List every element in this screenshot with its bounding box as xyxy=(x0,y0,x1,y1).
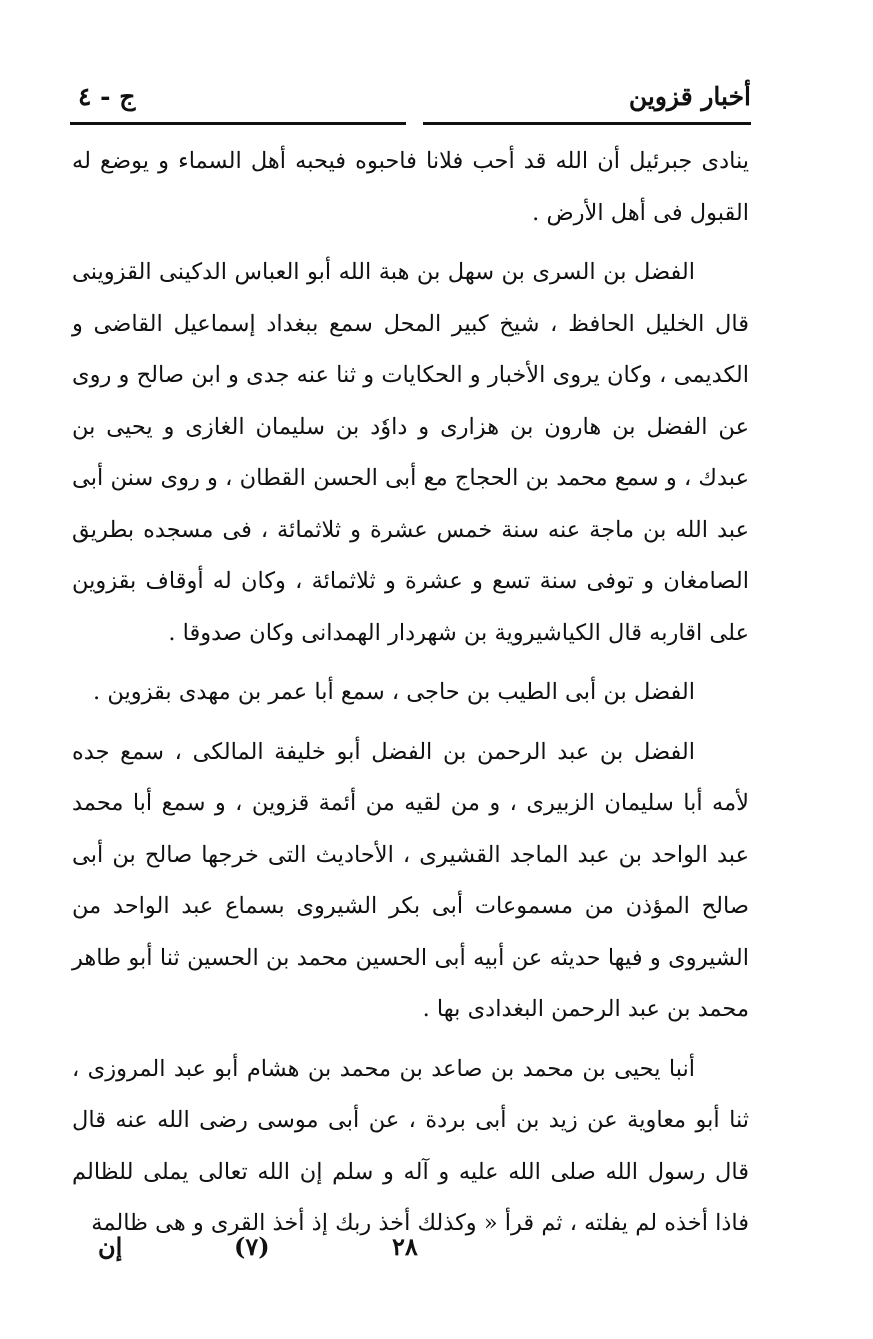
header-rule-left xyxy=(70,122,406,125)
header-title: أخبار قزوين xyxy=(628,82,751,111)
plate-number: (٧) xyxy=(234,1232,270,1261)
header-rule-right xyxy=(423,122,751,125)
page-footer xyxy=(70,1232,749,1268)
page-number: ٢٨ xyxy=(392,1232,418,1261)
header-volume: ج - ٤ xyxy=(78,82,136,111)
catchword: إن xyxy=(98,1232,123,1261)
body-text xyxy=(72,136,749,1258)
paragraph-continuation: ينادى جبرئيل أن الله قد أحب فلانا فاحبوه فيحبه أهل السماء و يوضع له القبول فى أهل الأرض . xyxy=(72,148,749,226)
paragraph-entry-fadl-ibn-abi-al-tayyib: الفضل بن أبى الطيب بن حاجى ، سمع أبا عمر بن مهدى بقزوين . xyxy=(93,679,695,705)
paragraph-entry-fadl-ibn-al-sari: الفضل بن السرى بن سهل بن هبة الله أبو العباس الدكينى القزوينى قال الخليل الحافظ ، شيخ كبير المحل سمع ببغداد إسماعيل القاضى و الكديمى ، وكان يروى الأخبار و الحكايات و ثنا عنه جدى و ابن صالح و روى عن الفضل بن هارون بن هزارى و داوٗد بن سليمان الغازى و يحيى بن عبدك ، و سمع محمد بن الحجاج مع أبى الحسن القطان ، و روى سنن أبى عبد الله بن ماجة عنه سنة خمس عشرة و ثلاثمائة ، فى مسجده بطريق الصامغان و توفى سنة تسع و عشرة و ثلاثمائة ، وكان له أوقاف بقزوين على اقاربه قال الكياشيروية بن شهردار الهمدانى وكان صدوقا . xyxy=(72,259,749,646)
running-header xyxy=(70,78,751,122)
paragraph-hadith: أنبا يحيى بن محمد بن صاعد بن محمد بن هشام أبو عبد المروزى ، ثنا أبو معاوية عن زيد بن أبى بردة ، عن أبى موسى رضى الله عنه قال قال رسول الله صلى الله عليه و آله و سلم إن الله تعالى يملى للظالم فاذا أخذه لم يفلته ، ثم قرأ « وكذلك أخذ ربك إذ أخذ القرى و هى ظالمة xyxy=(72,1055,749,1236)
paragraph-entry-fadl-ibn-abd-al-rahman: الفضل بن عبد الرحمن بن الفضل أبو خليفة المالكى ، سمع جده لأمه أبا سليمان الزبيرى ، و من لقيه من أئمة قزوين ، و سمع أبا محمد عبد الواحد بن عبد الماجد القشيرى ، الأحاديث التى خرجها صالح بن أبى صالح المؤذن من مسموعات أبى بكر الشيروى بسماع عبد الواحد من الشيروى و فيها حديثه عن أبيه أبى الحسين محمد بن الحسين ثنا أبو طاهر محمد بن عبد الرحمن البغدادى بها . xyxy=(72,738,749,1022)
